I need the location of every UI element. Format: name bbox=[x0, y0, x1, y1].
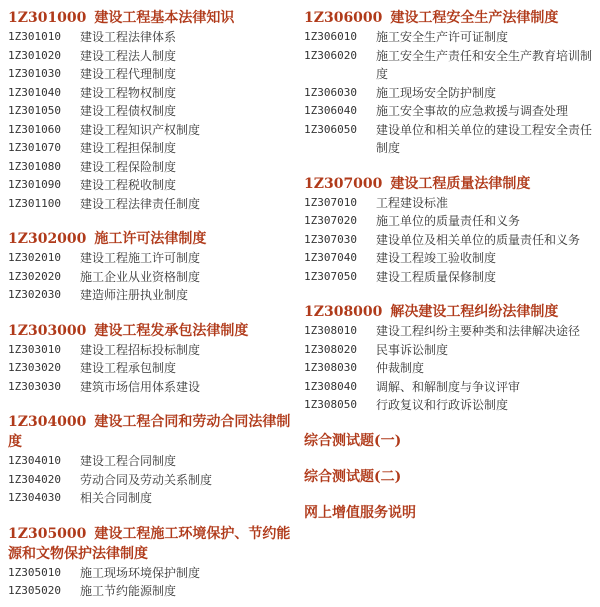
item-text: 施工现场安全防护制度 bbox=[376, 85, 497, 100]
chapter-title bbox=[8, 8, 304, 28]
item-code: 1Z301080 bbox=[8, 159, 61, 173]
toc-item bbox=[304, 249, 596, 268]
chapter-name: 施工许可法律制度 bbox=[94, 231, 207, 247]
item-code: 1Z307050 bbox=[304, 269, 357, 283]
item-text: 建筑市场信用体系建设 bbox=[80, 379, 201, 394]
item-code: 1Z307030 bbox=[304, 232, 357, 246]
item-code: 1Z305020 bbox=[8, 584, 61, 597]
chapter-title bbox=[304, 302, 596, 322]
toc-item bbox=[304, 378, 596, 397]
item-code: 1Z301100 bbox=[8, 196, 61, 210]
toc-item bbox=[8, 378, 304, 397]
item-text: 行政复议和行政诉讼制度 bbox=[376, 398, 509, 412]
item-text: 劳动合同及劳动关系制度 bbox=[80, 472, 213, 487]
toc-item bbox=[304, 121, 596, 158]
chapter-title bbox=[8, 524, 304, 564]
item-text: 建设工程招标投标制度 bbox=[80, 342, 201, 357]
toc-item bbox=[304, 341, 596, 360]
chapter-code: 1Z307000 bbox=[304, 175, 383, 192]
item-code: 1Z305010 bbox=[8, 565, 61, 579]
item-text: 建设工程合同制度 bbox=[80, 454, 177, 468]
item-text: 建设工程税收制度 bbox=[80, 178, 177, 192]
item-text: 调解、和解制度与争议评审 bbox=[376, 379, 521, 394]
toc-item bbox=[8, 471, 304, 490]
item-text: 建设工程竣工验收制度 bbox=[376, 251, 497, 265]
chapter-code: 1Z305000 bbox=[8, 525, 87, 542]
item-code: 1Z301020 bbox=[8, 48, 61, 62]
item-code: 1Z306020 bbox=[304, 48, 357, 62]
toc-item bbox=[8, 582, 304, 601]
chapter-section bbox=[304, 8, 596, 158]
toc-item bbox=[8, 195, 304, 214]
item-text: 施工安全生产许可证制度 bbox=[376, 30, 509, 44]
toc-right-column bbox=[304, 8, 596, 607]
item-text: 建设工程知识产权制度 bbox=[80, 122, 201, 137]
extra-section-title: 综合测试题(一) bbox=[304, 432, 402, 449]
item-text: 施工节约能源制度 bbox=[80, 584, 177, 598]
item-text: 施工安全生产责任和安全生产教育培训制度 bbox=[376, 48, 593, 81]
item-code: 1Z307020 bbox=[304, 214, 357, 227]
chapter-section bbox=[8, 229, 304, 305]
item-code: 1Z301070 bbox=[8, 141, 61, 154]
toc-item bbox=[304, 194, 596, 213]
item-code: 1Z301090 bbox=[8, 178, 61, 191]
item-code: 1Z307040 bbox=[304, 251, 357, 264]
item-code: 1Z308020 bbox=[304, 342, 357, 356]
toc-item bbox=[8, 176, 304, 195]
chapter-name: 解决建设工程纠纷法律制度 bbox=[390, 304, 559, 320]
item-code: 1Z303030 bbox=[8, 379, 61, 393]
item-code: 1Z301050 bbox=[8, 104, 61, 117]
extra-section-title: 综合测试题(二) bbox=[304, 468, 402, 485]
chapter-code: 1Z306000 bbox=[304, 10, 383, 26]
chapter-section bbox=[8, 412, 304, 508]
toc-item bbox=[8, 564, 304, 583]
toc-item bbox=[304, 102, 596, 121]
item-text: 施工安全事故的应急救援与调查处理 bbox=[376, 104, 569, 118]
item-text: 工程建设标准 bbox=[376, 195, 449, 210]
chapter-section bbox=[304, 302, 596, 415]
toc-item bbox=[8, 286, 304, 305]
item-text: 建设工程质量保修制度 bbox=[376, 269, 497, 284]
item-text: 建设单位和相关单位的建设工程安全责任制度 bbox=[376, 122, 593, 155]
item-text: 建设工程担保制度 bbox=[80, 141, 177, 155]
toc-item bbox=[304, 322, 596, 341]
toc-item bbox=[8, 28, 304, 47]
item-code: 1Z306030 bbox=[304, 85, 357, 99]
item-text: 建设工程承包制度 bbox=[80, 361, 177, 375]
toc-item bbox=[8, 268, 304, 287]
item-code: 1Z303010 bbox=[8, 342, 61, 356]
toc-item bbox=[8, 341, 304, 360]
item-text: 建设工程保险制度 bbox=[80, 159, 177, 174]
toc-item bbox=[8, 359, 304, 378]
toc-item bbox=[304, 396, 596, 415]
item-code: 1Z308010 bbox=[304, 324, 357, 337]
item-code: 1Z308040 bbox=[304, 379, 357, 393]
toc-item bbox=[8, 452, 304, 471]
item-text: 相关合同制度 bbox=[80, 491, 153, 505]
item-text: 仲裁制度 bbox=[376, 361, 425, 375]
item-code: 1Z308050 bbox=[304, 398, 357, 411]
item-code: 1Z306050 bbox=[304, 122, 357, 136]
toc-item bbox=[8, 139, 304, 158]
item-code: 1Z301030 bbox=[8, 67, 61, 80]
item-text: 施工单位的质量责任和义务 bbox=[376, 214, 521, 228]
item-text: 建设工程纠纷主要种类和法律解决途径 bbox=[376, 324, 581, 338]
item-text: 建设工程债权制度 bbox=[80, 104, 177, 118]
item-text: 建设工程法人制度 bbox=[80, 48, 177, 63]
item-code: 1Z302030 bbox=[8, 288, 61, 301]
item-code: 1Z306040 bbox=[304, 104, 357, 117]
toc-item bbox=[8, 65, 304, 84]
chapter-code: 1Z303000 bbox=[8, 322, 87, 339]
chapter-section bbox=[8, 321, 304, 397]
chapter-name: 建设工程安全生产法律制度 bbox=[390, 10, 559, 26]
item-code: 1Z301060 bbox=[8, 122, 61, 136]
toc-item bbox=[304, 84, 596, 103]
chapter-name: 建设工程发承包法律制度 bbox=[94, 322, 249, 339]
toc-item bbox=[8, 84, 304, 103]
chapter-section bbox=[8, 524, 304, 601]
item-text: 建设工程代理制度 bbox=[80, 67, 177, 81]
toc-item bbox=[304, 359, 596, 378]
item-text: 建设工程法律责任制度 bbox=[80, 196, 201, 211]
item-code: 1Z308030 bbox=[304, 361, 357, 374]
chapter-name: 建设工程质量法律制度 bbox=[390, 175, 531, 192]
chapter-name: 建设工程基本法律知识 bbox=[94, 10, 235, 26]
chapter-section bbox=[304, 174, 596, 287]
toc-item bbox=[304, 268, 596, 287]
item-text: 建造师注册执业制度 bbox=[80, 288, 189, 302]
item-code: 1Z304020 bbox=[8, 472, 61, 486]
item-code: 1Z307010 bbox=[304, 195, 357, 209]
toc-item bbox=[8, 249, 304, 268]
toc-item bbox=[8, 121, 304, 140]
item-text: 施工现场环境保护制度 bbox=[80, 565, 201, 580]
toc-left-column bbox=[8, 8, 304, 607]
chapter-code: 1Z302000 bbox=[8, 231, 87, 247]
chapter-title bbox=[8, 229, 304, 249]
chapter-code: 1Z301000 bbox=[8, 10, 87, 26]
toc-item bbox=[8, 47, 304, 66]
toc-item bbox=[8, 102, 304, 121]
toc-item bbox=[304, 212, 596, 231]
item-code: 1Z304030 bbox=[8, 491, 61, 504]
item-code: 1Z301010 bbox=[8, 30, 61, 43]
chapter-title bbox=[304, 8, 596, 28]
item-text: 施工企业从业资格制度 bbox=[80, 269, 201, 284]
item-text: 民事诉讼制度 bbox=[376, 342, 449, 357]
item-code: 1Z306010 bbox=[304, 30, 357, 43]
item-code: 1Z304010 bbox=[8, 454, 61, 467]
item-code: 1Z302010 bbox=[8, 251, 61, 264]
item-text: 建设工程施工许可制度 bbox=[80, 251, 201, 265]
chapter-name: 建设工程合同和劳动合同法律制度 bbox=[8, 414, 291, 450]
extra-section-title: 网上增值服务说明 bbox=[304, 504, 416, 521]
item-code: 1Z301040 bbox=[8, 85, 61, 99]
chapter-code: 1Z308000 bbox=[304, 304, 383, 320]
toc-item bbox=[304, 28, 596, 47]
chapter-title bbox=[8, 321, 304, 341]
toc-item bbox=[8, 158, 304, 177]
chapter-code: 1Z304000 bbox=[8, 414, 87, 430]
toc-item bbox=[8, 489, 304, 508]
chapter-title bbox=[304, 174, 596, 194]
toc-item bbox=[304, 47, 596, 84]
item-text: 建设工程法律体系 bbox=[80, 30, 177, 44]
item-text: 建设单位及相关单位的质量责任和义务 bbox=[376, 232, 581, 247]
chapter-name: 建设工程施工环境保护、节约能源和文物保护法律制度 bbox=[8, 525, 291, 562]
chapter-title bbox=[8, 412, 304, 452]
item-text: 建设工程物权制度 bbox=[80, 85, 177, 100]
chapter-section bbox=[8, 8, 304, 213]
toc-item bbox=[304, 231, 596, 250]
item-code: 1Z303020 bbox=[8, 361, 61, 374]
item-code: 1Z302020 bbox=[8, 269, 61, 283]
